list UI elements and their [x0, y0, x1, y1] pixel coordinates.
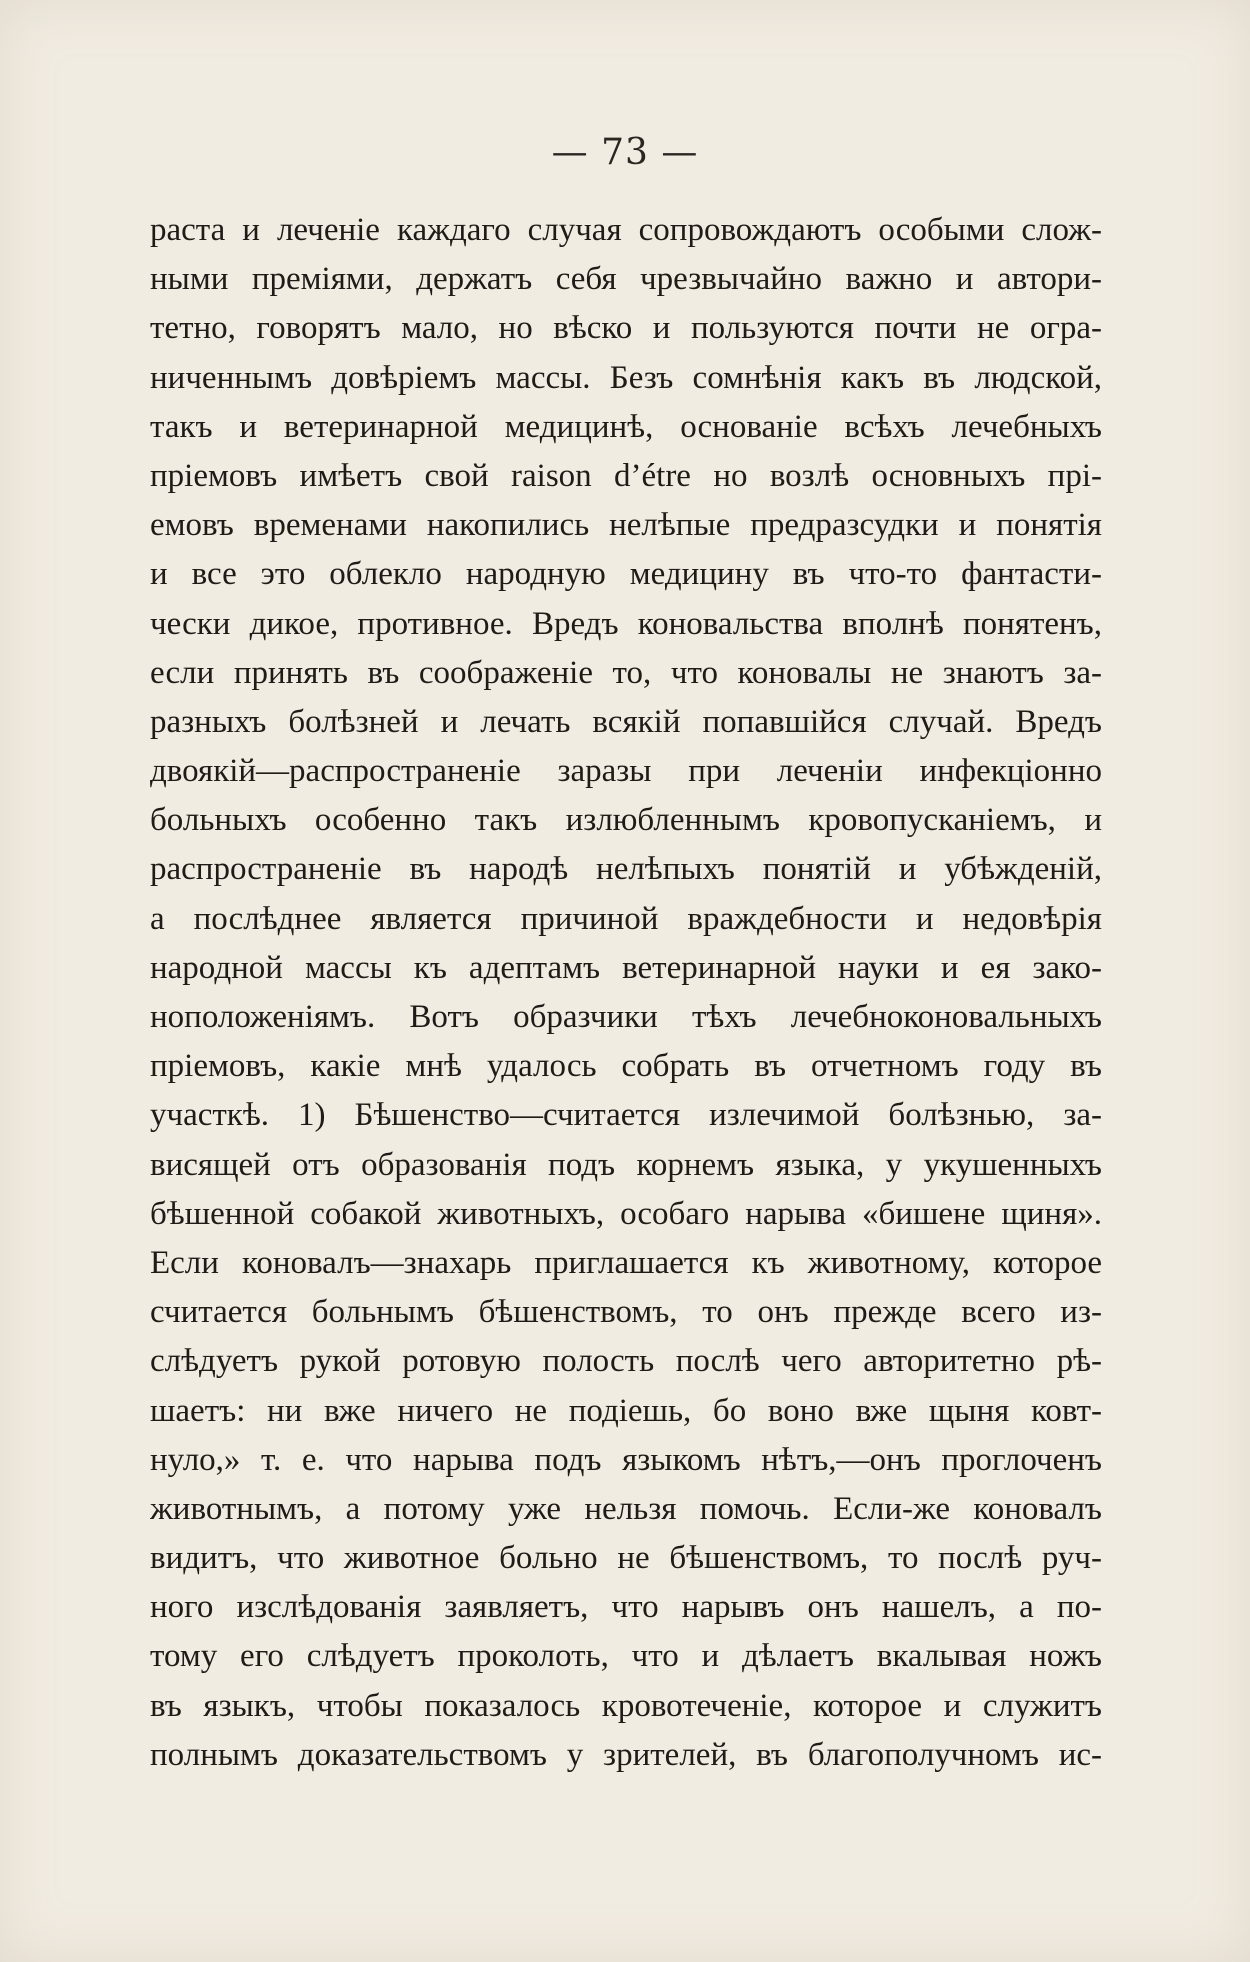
- text-line: видитъ, что животное больно не бѣшенствомъ, то послѣ руч-: [150, 1540, 1102, 1577]
- text-line: больныхъ особенно такъ излюбленнымъ кровопусканіемъ, и: [150, 802, 1102, 839]
- text-line: висящей отъ образованія подъ корнемъ языка, у укушенныхъ: [150, 1146, 1102, 1183]
- text-line: такъ и ветеринарной медицинѣ, основаніе всѣхъ лечебныхъ: [150, 408, 1102, 445]
- text-line: полнымъ доказательствомъ у зрителей, въ благополучномъ ис-: [150, 1736, 1102, 1773]
- text-line: животнымъ, а потому уже нельзя помочь. Если-же коновалъ: [150, 1490, 1102, 1527]
- text-line: ниченнымъ довѣріемъ массы. Безъ сомнѣнія какъ въ людской,: [150, 359, 1102, 396]
- text-line: шаетъ: ни вже ничего не подіешь, бо воно вже щыня ковт-: [150, 1392, 1102, 1429]
- text-line: тому его слѣдуетъ проколоть, что и дѣлаетъ вкалывая ножъ: [150, 1638, 1102, 1675]
- text-line: если принять въ соображеніе то, что коновалы не знаютъ за-: [150, 654, 1102, 691]
- text-line: чески дикое, противное. Вредъ коновальства вполнѣ понятенъ,: [150, 605, 1102, 642]
- text-line: раста и леченіе каждаго случая сопровождаютъ особыми слож-: [150, 212, 1102, 248]
- text-line: народной массы къ адептамъ ветеринарной науки и ея зако-: [150, 949, 1102, 986]
- page-number: — 73 —: [551, 132, 699, 173]
- text-line: слѣдуетъ рукой ротовую полость послѣ чего авторитетно рѣ-: [150, 1343, 1102, 1380]
- text-line: разныхъ болѣзней и лечать всякій попавшійся случай. Вредъ: [150, 703, 1102, 740]
- text-line: распространеніе въ народѣ нелѣпыхъ понятій и убѣжденій,: [150, 851, 1102, 888]
- text-line: двоякій—распространеніе заразы при леченіи инфекціонно: [150, 753, 1102, 790]
- text-line: емовъ временами накопились нелѣпые предразсудки и понятія: [150, 507, 1102, 544]
- text-line: нуло,» т. е. что нарыва подъ языкомъ нѣтъ,—онъ проглоченъ: [150, 1441, 1102, 1478]
- text-line: участкѣ. 1) Бѣшенство—считается излечимой болѣзнью, за-: [150, 1097, 1102, 1134]
- text-line: считается больнымъ бѣшенствомъ, то онъ прежде всего из-: [150, 1294, 1102, 1331]
- text-line: а послѣднее является причиной враждебности и недовѣрія: [150, 900, 1102, 937]
- text-line: тетно, говорятъ мало, но вѣско и пользуются почти не огра-: [150, 310, 1102, 347]
- text-line: пріемовъ имѣетъ свой raison d’étre но возлѣ основныхъ прі-: [150, 457, 1102, 494]
- text-line: бѣшенной собакой животныхъ, особаго нарыва «бишене щиня».: [150, 1195, 1102, 1232]
- text-line: ного изслѣдованія заявляетъ, что нарывъ онъ нашелъ, а по-: [150, 1589, 1102, 1626]
- text-line: Если коновалъ—знахарь приглашается къ животному, которое: [150, 1244, 1102, 1281]
- text-line: въ языкъ, чтобы показалось кровотеченіе, которое и служитъ: [150, 1687, 1102, 1724]
- body-text: [150, 206, 1102, 1780]
- text-line: и все это облекло народную медицину въ что-то фантасти-: [150, 556, 1102, 593]
- text-line: ными преміями, держатъ себя чрезвычайно важно и автори-: [150, 261, 1102, 298]
- text-line: пріемовъ, какіе мнѣ удалось собрать въ отчетномъ году въ: [150, 1048, 1102, 1085]
- text-line: ноположеніямъ. Вотъ образчики тѣхъ лечебноконовальныхъ: [150, 999, 1102, 1035]
